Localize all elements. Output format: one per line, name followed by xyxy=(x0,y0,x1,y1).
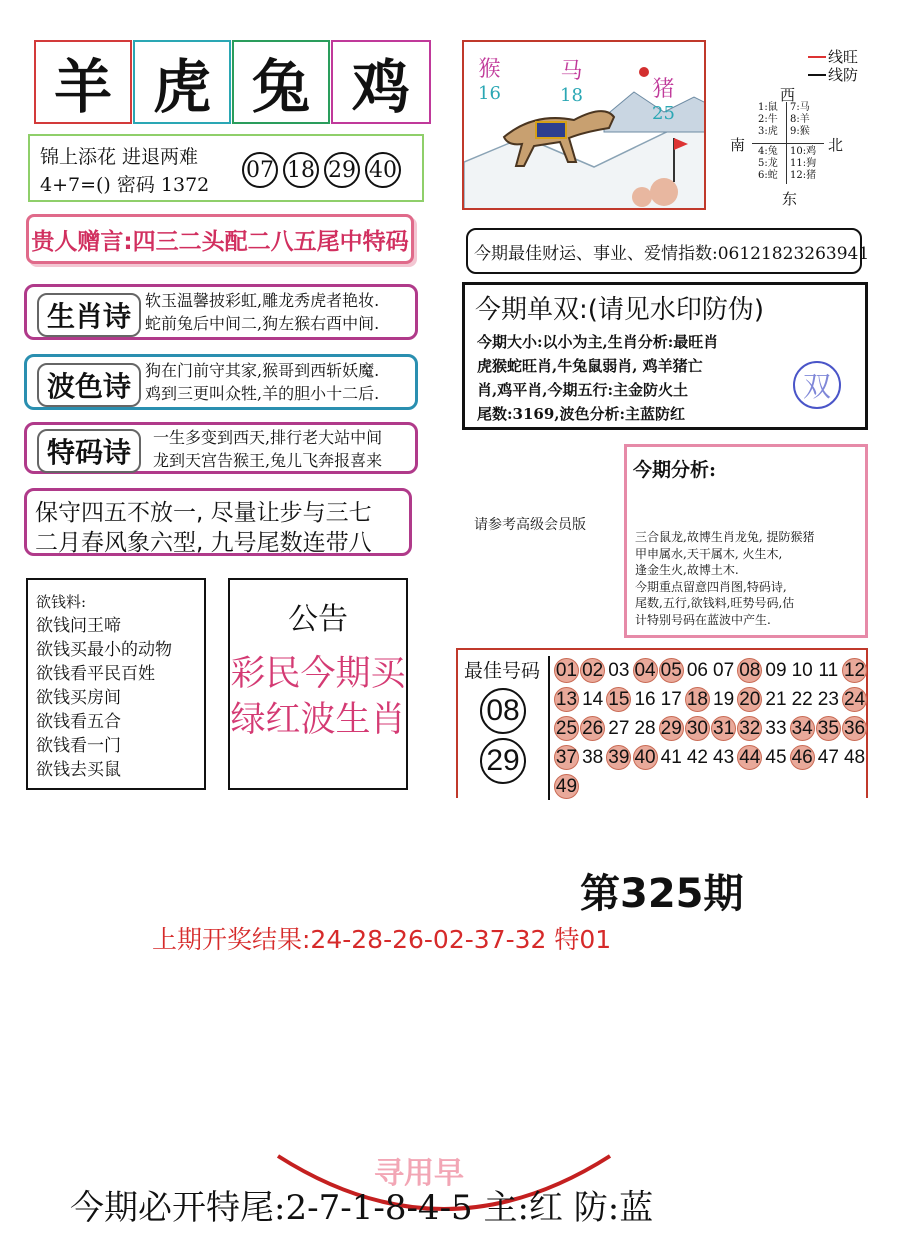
zodiac-char: 虎 xyxy=(152,53,211,121)
number-cell-highlighted: 12 xyxy=(842,658,867,683)
number-cell: 14 xyxy=(582,688,604,710)
number-cell: 21 xyxy=(765,688,787,710)
number-cell-highlighted: 40 xyxy=(633,745,658,770)
number-cell-highlighted: 25 xyxy=(554,716,579,741)
zodiac-box-1 xyxy=(34,40,132,124)
number-cell: 45 xyxy=(765,746,787,768)
number-cell-highlighted: 32 xyxy=(737,716,762,741)
poem-line-2: 蛇前兔后中间二,狗左猴右酉中间. xyxy=(145,314,380,333)
notice-box xyxy=(228,578,408,790)
single-double-box xyxy=(462,282,868,430)
number-cell: 11 xyxy=(818,659,839,681)
vip-note: 请参考高级会员版 xyxy=(474,517,586,533)
dir-east: 东 xyxy=(782,190,798,208)
branch: 1:鼠 xyxy=(758,102,778,113)
number-cell-highlighted: 39 xyxy=(606,745,631,770)
poem-label: 特码诗 xyxy=(37,429,141,473)
number-cell-highlighted: 15 xyxy=(606,687,631,712)
branch: 11:狗 xyxy=(790,158,817,169)
number-grid xyxy=(548,656,868,800)
zodiac-box-4 xyxy=(331,40,431,124)
wave-color-poem xyxy=(24,354,418,410)
bottom-line: 今期必开特尾:2-7-1-8-4-5 主:红 防:蓝 xyxy=(70,1188,654,1228)
notice-title: 公告 xyxy=(288,602,348,637)
poem-line-1: 软玉温馨披彩虹,雕龙秀虎者艳妆. xyxy=(145,291,380,310)
zodiac-box-2 xyxy=(133,40,231,124)
number-row xyxy=(554,685,868,714)
branch: 10:鸡 xyxy=(790,146,817,157)
zodiac-char: 兔 xyxy=(251,53,310,121)
analysis-text xyxy=(635,529,814,628)
watermark-stamp xyxy=(793,361,841,409)
single-double-line: 尾数:3169,波色分析:主蓝防红 xyxy=(477,405,686,423)
tip-ball: 18 xyxy=(283,152,319,188)
zodiac-char: 鸡 xyxy=(351,53,410,121)
money-title: 欲钱料: xyxy=(36,593,87,611)
analysis-line: 逢金生火,故博土木. xyxy=(635,563,739,577)
tip-ball: 07 xyxy=(242,152,278,188)
picture-label-monkey xyxy=(478,52,501,104)
zodiac-picture xyxy=(462,40,706,210)
last-result: 上期开奖结果:24-28-26-02-37-32 特01 xyxy=(152,925,612,954)
number-cell: 10 xyxy=(791,659,813,681)
number-cell-highlighted: 08 xyxy=(737,658,762,683)
number-cell-highlighted: 02 xyxy=(580,658,605,683)
zodiac-char: 羊 xyxy=(53,53,112,121)
poem-line-2: 龙到天宫告猴王,兔儿飞奔报喜来 xyxy=(153,451,383,470)
analysis-line: 甲申属水,天干属木, 火生木, xyxy=(635,546,783,561)
number-cell: 19 xyxy=(713,688,735,710)
single-double-title: 今期单双:(请见水印防伪) xyxy=(475,295,765,325)
picture-label-num: 25 xyxy=(652,103,675,124)
picture-label-name: 猴 xyxy=(478,57,501,82)
number-cell: 03 xyxy=(608,659,630,681)
notice-line-2: 绿红波生肖 xyxy=(230,700,406,740)
fortune-text: 今期最佳财运、事业、爱情指数:06121823263941 xyxy=(474,243,870,264)
special-code-poem xyxy=(24,422,418,474)
number-cell: 38 xyxy=(582,746,604,768)
money-item: 欲钱去买鼠 xyxy=(36,760,121,780)
branch: 7:马 xyxy=(790,102,810,113)
pick-number: 08 xyxy=(486,694,520,727)
picture-label-pig xyxy=(652,72,675,124)
number-cell: 22 xyxy=(791,688,813,710)
number-cell-highlighted: 34 xyxy=(790,716,815,741)
money-item: 欲钱看一门 xyxy=(36,736,121,756)
number-cell-highlighted: 31 xyxy=(711,716,736,741)
number-cell-highlighted: 04 xyxy=(633,658,658,683)
number-cell: 06 xyxy=(686,659,708,681)
number-row xyxy=(554,772,868,801)
picture-label-name: 猪 xyxy=(652,77,675,102)
poem-line-2: 鸡到三更叫众牲,羊的胆小十二后. xyxy=(145,384,380,403)
branch xyxy=(758,138,778,146)
number-cell: 48 xyxy=(843,746,866,768)
picture-label-num: 18 xyxy=(560,85,583,106)
number-cell: 41 xyxy=(660,746,682,768)
number-cell: 28 xyxy=(634,717,656,739)
number-cell-highlighted: 29 xyxy=(659,716,684,741)
legend-guard xyxy=(808,64,858,85)
tip-ball: 29 xyxy=(324,152,360,188)
poem-line-1: 狗在门前守其家,猴哥到西斩妖魔. xyxy=(145,361,380,380)
notice-line-1: 彩民今期买 xyxy=(230,654,406,694)
compass-right-list xyxy=(790,102,816,182)
number-cell-highlighted: 24 xyxy=(842,687,867,712)
number-row xyxy=(554,714,868,743)
number-cell: 33 xyxy=(765,717,787,739)
number-cell-highlighted: 13 xyxy=(554,687,579,712)
number-row xyxy=(554,656,868,685)
number-cell: 43 xyxy=(713,746,735,768)
number-cell: 42 xyxy=(686,746,708,768)
money-item: 欲钱买房间 xyxy=(36,688,121,708)
number-cell-highlighted: 20 xyxy=(737,687,762,712)
number-cell-highlighted: 46 xyxy=(790,745,815,770)
number-cell-highlighted: 36 xyxy=(842,716,867,741)
best-numbers-title: 最佳号码 xyxy=(464,660,541,682)
issue-number: 第325期 xyxy=(580,871,744,917)
number-cell-highlighted: 37 xyxy=(554,745,579,770)
noble-banner-text: 贵人赠言:四三二头配二八五尾中特码 xyxy=(31,228,409,255)
fortune-box xyxy=(466,228,870,274)
branch: 12:猪 xyxy=(790,170,817,181)
compass-panel xyxy=(722,44,872,214)
analysis-line: 三合鼠龙,故博生肖龙兔, 提防猴猪 xyxy=(635,530,815,544)
stamp-text: 双 xyxy=(802,370,831,403)
number-cell-highlighted: 18 xyxy=(685,687,710,712)
branch: 2:牛 xyxy=(758,114,778,125)
best-numbers-box xyxy=(456,648,868,798)
legend-label: 线防 xyxy=(828,66,859,84)
single-double-line: 今期大小:以小为主,生肖分析:最旺肖 xyxy=(477,333,719,351)
analysis-line: 计特别号码在蓝波中产生. xyxy=(635,612,771,627)
pick-ball xyxy=(480,738,526,784)
branch: 8:羊 xyxy=(790,114,810,125)
number-cell: 07 xyxy=(713,659,735,681)
branch: 5:龙 xyxy=(758,158,778,169)
tip-box xyxy=(28,134,424,202)
number-cell: 16 xyxy=(634,688,656,710)
picture-label-name: 马 xyxy=(560,59,583,84)
branch: 4:兔 xyxy=(758,146,778,157)
number-cell-highlighted: 49 xyxy=(554,774,579,799)
dir-north: 北 xyxy=(828,136,844,154)
watermark-text: 寻用早 xyxy=(374,1156,464,1191)
single-double-line: 虎猴蛇旺肖,牛兔鼠弱肖, 鸡羊猪亡 xyxy=(477,357,703,375)
analysis-line: 尾数,五行,欲钱料,旺势号码,估 xyxy=(635,596,795,610)
money-item: 欲钱看五合 xyxy=(36,712,121,732)
single-double-line: 肖,鸡平肖,今期五行:主金防火土 xyxy=(477,381,688,399)
money-item: 欲钱问王啼 xyxy=(36,616,121,636)
tip-line-2: 4+7=() 密码 1372 xyxy=(40,174,210,196)
noble-banner xyxy=(26,214,414,264)
analysis-line: 今期重点留意四肖图,特码诗, xyxy=(635,579,787,594)
number-cell: 47 xyxy=(817,746,839,768)
tip-line-1: 锦上添花 进退两难 xyxy=(40,146,199,168)
branch xyxy=(790,138,816,146)
number-cell-highlighted: 30 xyxy=(685,716,710,741)
pick-ball xyxy=(480,688,526,734)
couplet-line-1: 保守四五不放一, 尽量让步与三七 xyxy=(35,500,372,526)
number-cell: 09 xyxy=(765,659,787,681)
legend-label: 线旺 xyxy=(828,48,859,66)
money-item: 欲钱看平民百姓 xyxy=(36,664,155,684)
number-cell-highlighted: 44 xyxy=(737,745,762,770)
dir-west: 西 xyxy=(780,86,796,104)
number-cell-highlighted: 35 xyxy=(816,716,841,741)
branch: 9:猴 xyxy=(790,126,810,137)
poem-label: 波色诗 xyxy=(37,363,141,407)
analysis-box xyxy=(624,444,868,638)
zodiac-box-3 xyxy=(232,40,330,124)
couplet-line-2: 二月春风象六型, 九号尾数连带八 xyxy=(35,530,372,556)
poem-label: 生肖诗 xyxy=(37,293,141,337)
number-cell: 23 xyxy=(817,688,839,710)
number-cell-highlighted: 05 xyxy=(659,658,684,683)
money-item: 欲钱买最小的动物 xyxy=(36,640,172,660)
picture-label-num: 16 xyxy=(478,83,501,104)
number-cell: 27 xyxy=(608,717,630,739)
branch: 6:蛇 xyxy=(758,170,778,181)
pick-number: 29 xyxy=(486,744,520,777)
compass-left-list xyxy=(758,102,778,182)
number-cell: 17 xyxy=(660,688,682,710)
poem-line-1: 一生多变到西天,排行老大站中间 xyxy=(153,428,383,447)
number-row xyxy=(554,743,868,772)
branch: 3:虎 xyxy=(758,126,778,137)
money-riddle-box xyxy=(26,578,206,790)
picture-label-horse xyxy=(560,54,583,106)
number-cell-highlighted: 26 xyxy=(580,716,605,741)
number-cell-highlighted: 01 xyxy=(554,658,579,683)
tip-balls xyxy=(242,152,406,188)
analysis-title: 今期分析: xyxy=(633,459,717,481)
couplet-box xyxy=(24,488,412,556)
dir-south: 南 xyxy=(730,136,746,154)
tip-ball: 40 xyxy=(365,152,401,188)
zodiac-poem xyxy=(24,284,418,340)
